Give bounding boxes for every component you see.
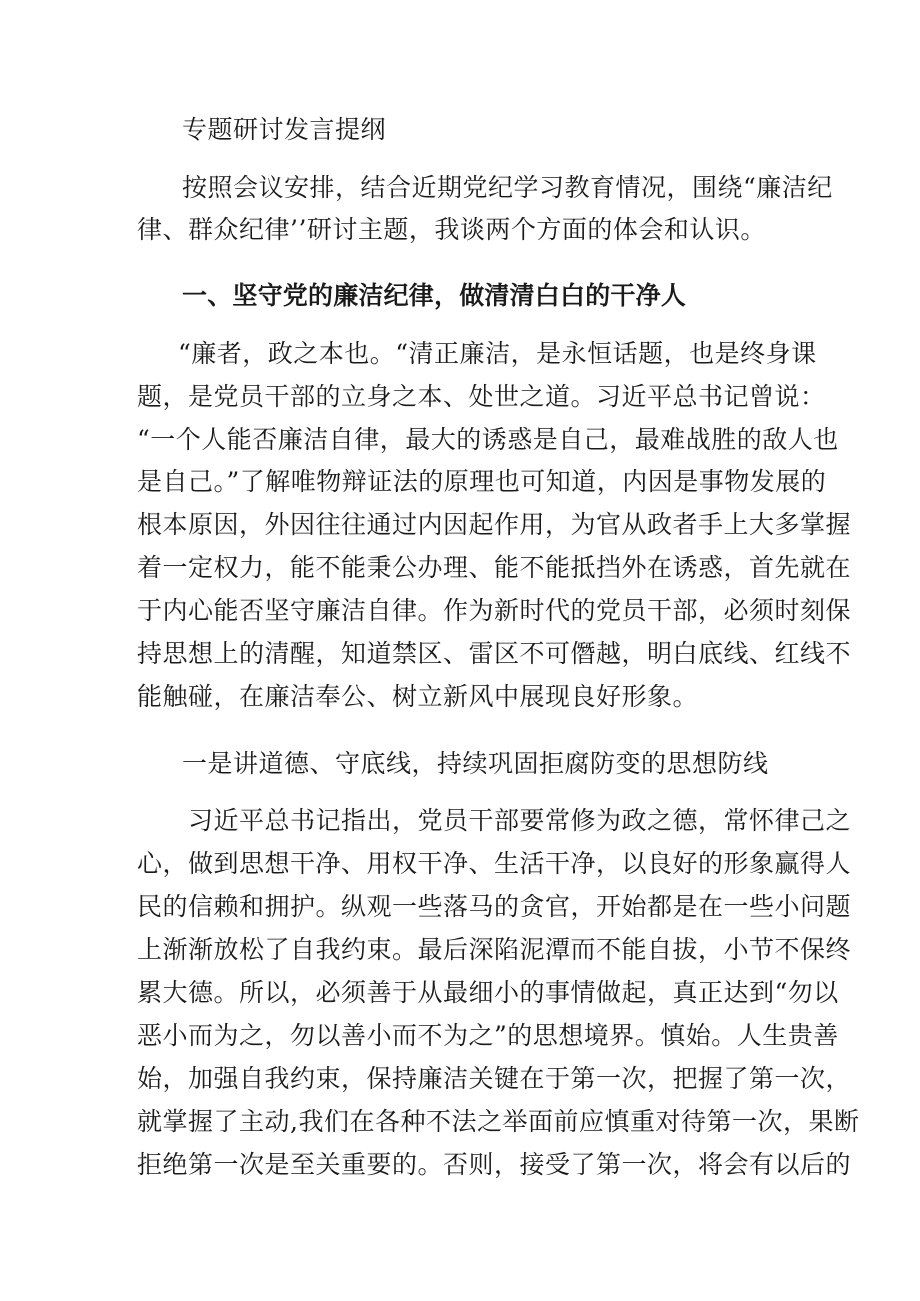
intro-line-1: 按照会议安排，结合近期党纪学习教育情况，围绕“廉洁纪: [182, 173, 833, 202]
section1-line-2: 题，是党员干部的立身之本、处世之道。习近平总书记曾说：: [137, 382, 826, 411]
subsection1-line-8: 就掌握了主动,我们在各种不法之举面前应慎重对待第一次，果断: [137, 1107, 860, 1136]
section1-line-1: “廉者，政之本也。“清正廉洁，是永恒话题，也是终身课: [178, 339, 817, 368]
document-title: 专题研讨发言提纲: [182, 115, 387, 144]
section-heading: 一、坚守党的廉洁纪律，做清清白白的干净人: [182, 281, 687, 310]
intro-line-2: 律、群众纪律’’研讨主题，我谈两个方面的体会和认识。: [137, 215, 766, 244]
subsection1-line-6: 恶小而为之，勿以善小而不为之”的思想境界。慎始。人生贵善: [137, 1021, 839, 1050]
subsection1-line-3: 民的信赖和拥护。纵观一些落马的贪官，开始都是在一些小问题: [137, 892, 852, 921]
section1-line-8: 持思想上的清醒，知道禁区、雷区不可僭越，明白底线、红线不: [137, 639, 852, 668]
section1-line-3: “一个人能否廉洁自律，最大的诱惑是自己，最难战胜的敌人也: [137, 425, 839, 454]
subsection1-line-5: 累大德。所以，必须善于从最细小的事情做起，真正达到“勿以: [137, 978, 839, 1007]
subsection-heading: 一是讲道德、守底线，持续巩固拒腐防变的思想防线: [182, 749, 769, 778]
subsection1-line-1: 习近平总书记指出，党员干部要常修为政之德，常怀律己之: [188, 806, 852, 835]
section1-line-6: 着一定权力，能不能秉公办理、能不能抵挡外在诱惑，首先就在: [137, 553, 852, 582]
section1-line-9: 能触碰，在廉洁奉公、树立新风中展现良好形象。: [137, 682, 699, 711]
section1-line-4: 是自己。”了解唯物辩证法的原理也可知道，内因是事物发展的: [137, 467, 827, 496]
subsection1-line-7: 始，加强自我约束，保持廉洁关键在于第一次，把握了第一次，: [137, 1064, 852, 1093]
section1-line-7: 于内心能否坚守廉洁自律。作为新时代的党员干部，必须时刻保: [137, 596, 852, 625]
subsection1-line-2: 心，做到思想干净、用权干净、生活干净，以良好的形象赢得人: [137, 849, 852, 878]
subsection1-line-9: 拒绝第一次是至关重要的。否则，接受了第一次，将会有以后的: [137, 1150, 852, 1179]
section1-line-5: 根本原因，外因往往通过内因起作用，为官从政者手上大多掌握: [137, 510, 852, 539]
subsection1-line-4: 上渐渐放松了自我约束。最后深陷泥潭而不能自拔，小节不保终: [137, 935, 852, 964]
